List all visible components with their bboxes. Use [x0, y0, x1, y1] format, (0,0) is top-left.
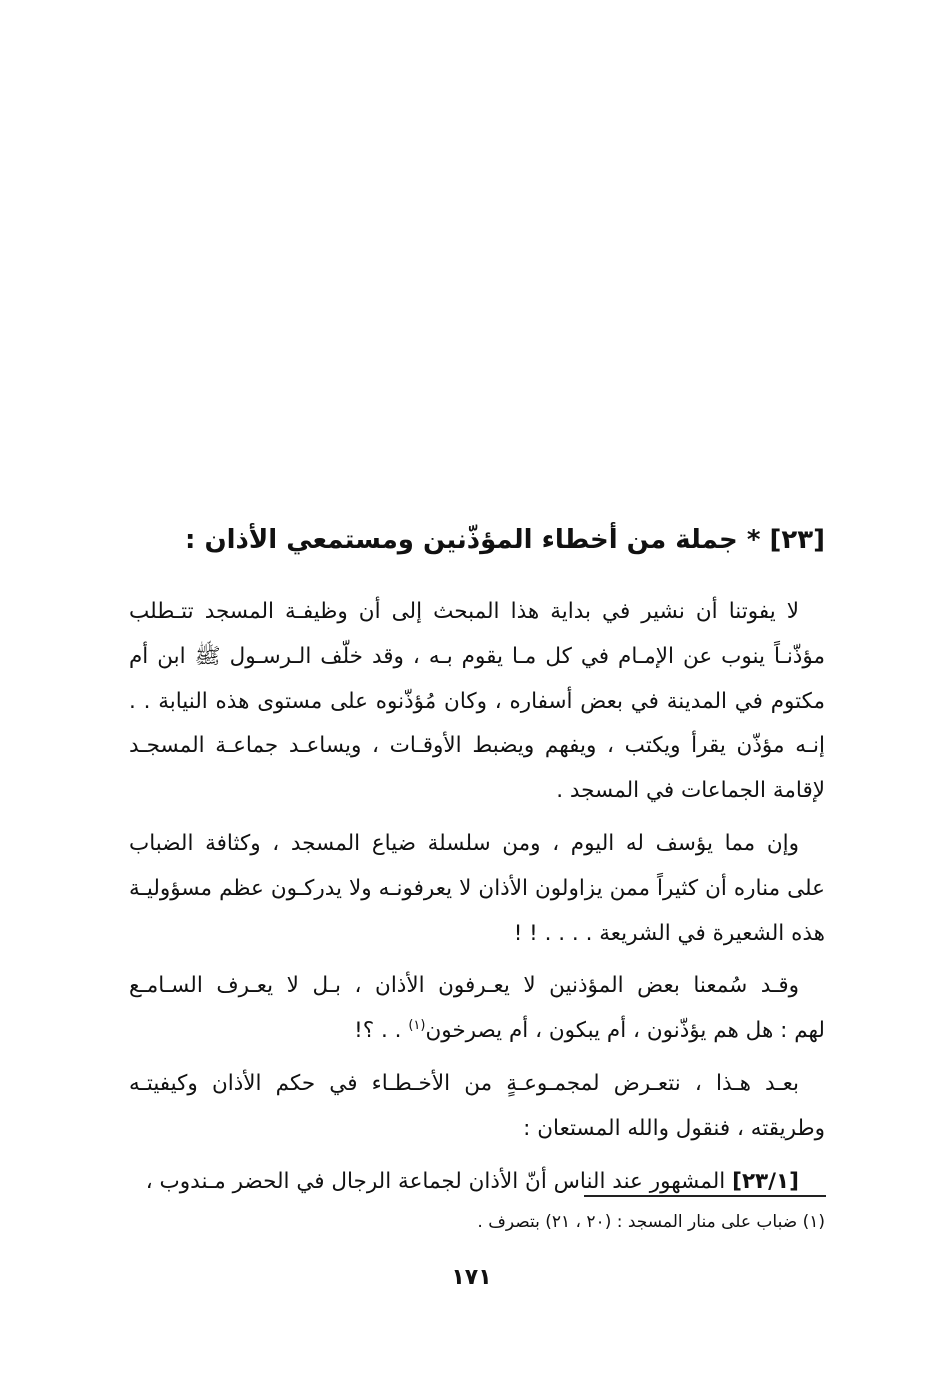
- paragraph-1: [129, 590, 825, 814]
- text-fragment: . . ؟!: [354, 1018, 402, 1044]
- section-ref: [٢٣/١]: [732, 1168, 799, 1194]
- paragraph-3: [129, 964, 825, 1054]
- text-line: لإقامة الجماعات في المسجد .: [556, 778, 825, 804]
- text-line: وقـد سُمعنا بعض المؤذنين لا يعـرفون الأذان ، بـل لا يعـرف السـامـع: [129, 973, 799, 999]
- footnote-divider: [584, 1195, 826, 1197]
- footnote: (١) ضباب على منار المسجد : (٢٠ ، ٢١) بتصرف .: [477, 1212, 825, 1232]
- section-heading: [٢٣] * جملة من أخطاء المؤذّنين ومستمعي الأذان :: [185, 525, 825, 555]
- text-line: بعـد هـذا ، نتعـرض لمجمـوعـةٍ من الأخـطـاء في حكم الأذان وكيفيتـه: [129, 1070, 799, 1096]
- text-line: مكتوم في المدينة في بعض أسفاره ، وكان مُؤذّنوه على مستوى هذه النيابة . .: [129, 688, 825, 714]
- paragraph-2: [129, 822, 825, 956]
- text-line: هذه الشعيرة في الشريعة . . . . ! !: [513, 920, 825, 946]
- text-line: إنـه مؤذّن يقرأ ويكتب ، ويفهم ويضبط الأوقـات ، ويساعـد جماعـة المسجـد: [129, 733, 825, 759]
- text-line: [129, 1160, 825, 1205]
- text-line: وطريقته ، فنقول والله المستعان :: [523, 1115, 825, 1141]
- text-line: لا يفوتنا أن نشير في بداية هذا المبحث إلى أن وظيفـة المسجد تتـطلب: [129, 599, 799, 624]
- text-line: مؤذّنـاً ينوب عن الإمـام في كل مـا يقوم بـه ، وقد خلّف الـرسـول ﷺ ابن أم: [129, 643, 825, 669]
- text-line: [129, 1009, 825, 1054]
- body-text: [129, 590, 825, 1212]
- text-fragment: لهم : هل هم يؤذّنون ، أم يبكون ، أم يصرخون: [425, 1018, 825, 1044]
- text-line: على مناره أن كثيراً ممن يزاولون الأذان لا يعرفونـه ولا يدركـون عظم مسؤوليـة: [129, 875, 825, 901]
- paragraph-4: [129, 1062, 825, 1152]
- paragraph-5: [129, 1160, 825, 1205]
- page-number: ١٧١: [451, 1265, 492, 1290]
- text-fragment: المشهور عند الناس أنّ الأذان لجماعة الرجال في الحضر مـندوب ،: [145, 1168, 726, 1194]
- footnote-marker[interactable]: (١): [408, 1018, 426, 1034]
- text-line: وإن مما يؤسف له اليوم ، ومن سلسلة ضياع المسجد ، وكثافة الضباب: [129, 830, 799, 856]
